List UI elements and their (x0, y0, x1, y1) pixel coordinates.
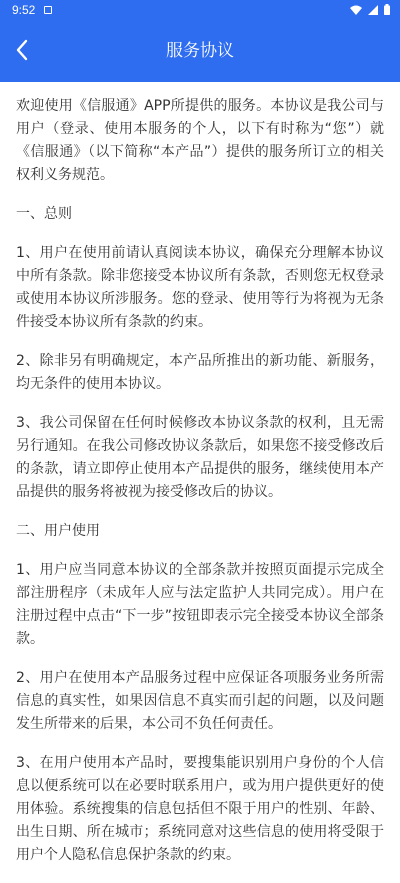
nav-bar (0, 20, 400, 82)
notification-icon (44, 6, 52, 14)
status-bar (0, 0, 400, 20)
agreement-content[interactable] (16, 82, 384, 883)
app-header (0, 0, 400, 82)
general-clause-1: 1、用户在使用前请认真阅读本协议，确保充分理解本协议中所有条款。除非您接受本协议所有条款，否则您无权登录或使用本协议所涉服务。您的登录、使用等行为将视为无条件接受本协议所有条款的约束。 (16, 245, 384, 330)
usage-clause-3: 3、在用户使用本产品时，要搜集能识别用户身份的个人信息以便系统可以在必要时联系用户，或为用户提供更好的使用体验。系统搜集的信息包括但不限于用户的性别、年龄、出生日期、所在城市；系统同意对这些信息的使用将受限于用户个人隐私信息保护条款的约束。 (16, 755, 384, 863)
section-heading-general: 一、总则 (16, 206, 72, 222)
usage-clause-2: 2、用户在使用本产品服务过程中应保证各项服务业务所需信息的真实性，如果因信息不真实而引起的问题，以及问题发生所带来的后果，本公司不负任何责任。 (16, 670, 384, 732)
page-title: 服务协议 (166, 41, 234, 61)
general-clause-3: 3、我公司保留在任何时候修改本协议条款的权利，且无需另行通知。在我公司修改协议条款后，如果您不接受修改后的条款，请立即停止使用本产品提供的服务，继续使用本产品提供的服务将被视为接受修改后的协议。 (16, 415, 384, 500)
agreement-intro: 欢迎使用《信服通》APP所提供的服务。本协议是我公司与用户（登录、使用本服务的个人，以下有时称为“您”）就《信服通》（以下简称“本产品”）提供的服务所订立的相关权利义务规范。 (16, 98, 384, 183)
usage-clause-1: 1、用户应当同意本协议的全部条款并按照页面提示完成全部注册程序（未成年人应与法定监护人共同完成）。用户在注册过程中点击“下一步”按钮即表示完全接受本协议全部条款。 (16, 562, 384, 647)
section-heading-usage: 二、用户使用 (16, 523, 100, 539)
status-time: 9:52 (12, 3, 36, 17)
wifi-icon (350, 5, 362, 15)
general-clause-2: 2、除非另有明确规定，本产品所推出的新功能、新服务，均无条件的使用本协议。 (16, 353, 384, 392)
battery-icon (384, 4, 390, 15)
status-icons (350, 4, 390, 15)
signal-icon (368, 5, 378, 15)
